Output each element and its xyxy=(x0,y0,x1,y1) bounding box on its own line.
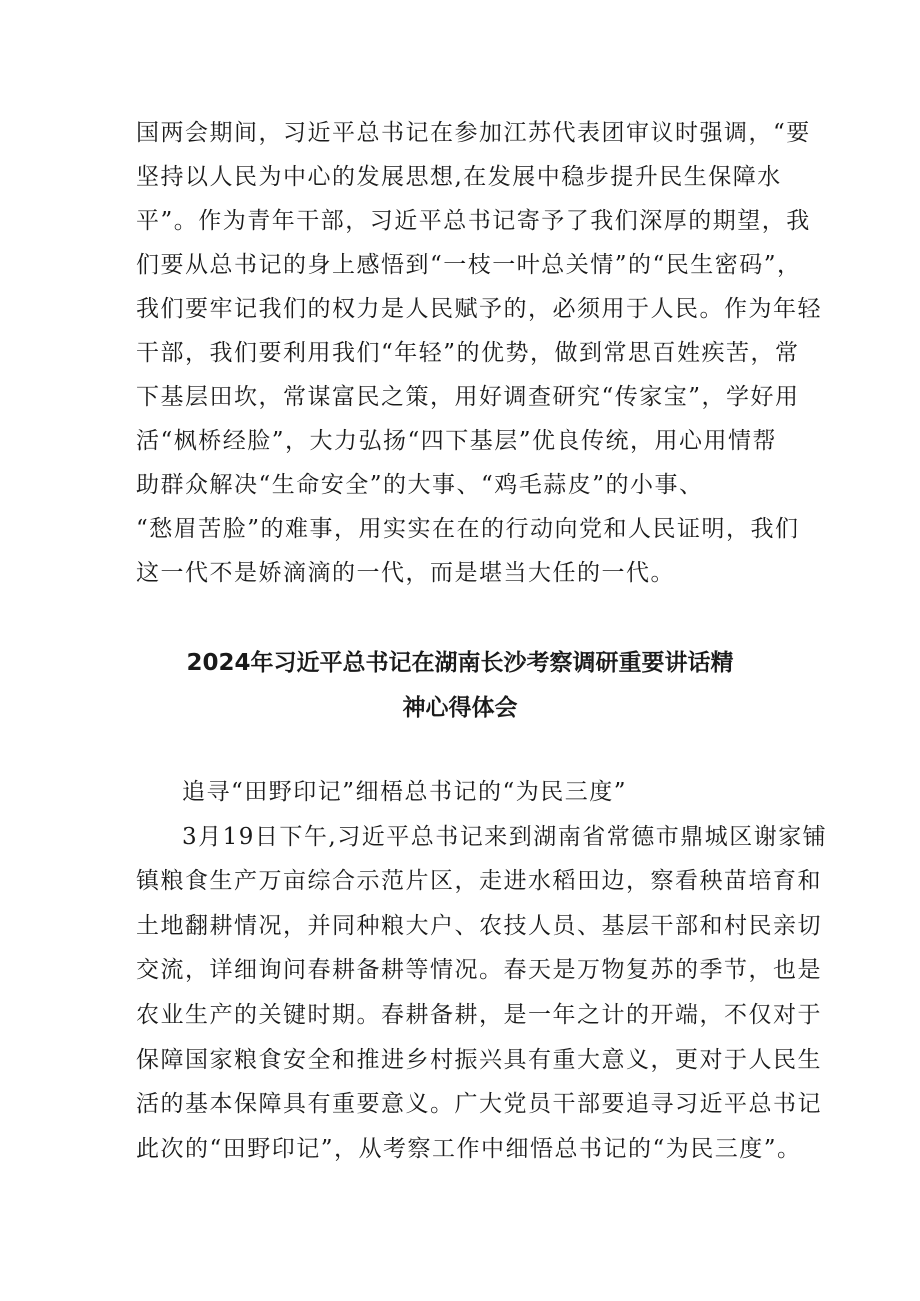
text-line: 助群众解决“生命安全”的大事、“鸡毛蒜皮”的小事、 xyxy=(136,472,704,498)
text-line: 平”。作为青年干部，习近平总书记寄予了我们深厚的期望，我 xyxy=(136,208,811,234)
text-line: 国两会期间，习近平总书记在参加江苏代表团审议时强调，“要 xyxy=(136,120,811,146)
text-line: 交流，详细询问春耕备耕等情况。春天是万物复苏的季节，也是 xyxy=(136,957,822,983)
text-line: 保障国家粮食安全和推进乡村振兴具有重大意义，更对于人民生 xyxy=(136,1047,822,1073)
text-line: 此次的“田野印记”，从考察工作中细悟总书记的“为民三度”。 xyxy=(136,1136,802,1162)
title-line: 2024年习近平总书记在湖南长沙考察调研重要讲话精 xyxy=(186,650,734,676)
text-line: 3月19日下午,习近平总书记来到湖南省常德市鼎城区谢家铺 xyxy=(182,824,828,850)
text-line: 活“枫桥经脸”，大力弘扬“四下基层”优良传统，用心用情帮 xyxy=(136,428,778,454)
text-line: 活的基本保障具有重要意义。广大党员干部要追寻习近平总书记 xyxy=(136,1091,822,1117)
text-line: “愁眉苦脸”的难事，用实实在在的行动向党和人民证明，我们 xyxy=(136,516,800,542)
text-line: 们要从总书记的身上感悟到“一枝一叶总关情”的“民生密码”， xyxy=(136,252,802,278)
text-line: 坚持以人民为中心的发展思想,在发展中稳步提升民生保障水 xyxy=(136,164,782,190)
text-line: 这一代不是娇滴滴的一代，而是堪当大任的一代。 xyxy=(136,560,675,586)
text-line: 农业生产的关键时期。春耕备耕，是一年之计的开端，不仅对于 xyxy=(136,1002,822,1028)
text-line: 干部，我们要利用我们“年轻”的优势，做到常思百姓疾苦，常 xyxy=(136,340,800,366)
text-line: 我们要牢记我们的权力是人民赋予的，必须用于人民。作为年轻 xyxy=(136,296,822,322)
text-line: 土地翻耕情况，并同种粮大户、农技人员、基层干部和村民亲切 xyxy=(136,913,822,939)
text-line: 镇粮食生产万亩综合示范片区，走进水稻田边，察看秧苗培育和 xyxy=(136,868,822,894)
article-subtitle: 追寻“田野印记”细梧总书记的“为民三度” xyxy=(182,779,628,805)
title-line: 神心得体会 xyxy=(402,695,518,721)
text-line: 下基层田坎，常谋富民之策，用好调查研究“传家宝”，学好用 xyxy=(136,384,800,410)
